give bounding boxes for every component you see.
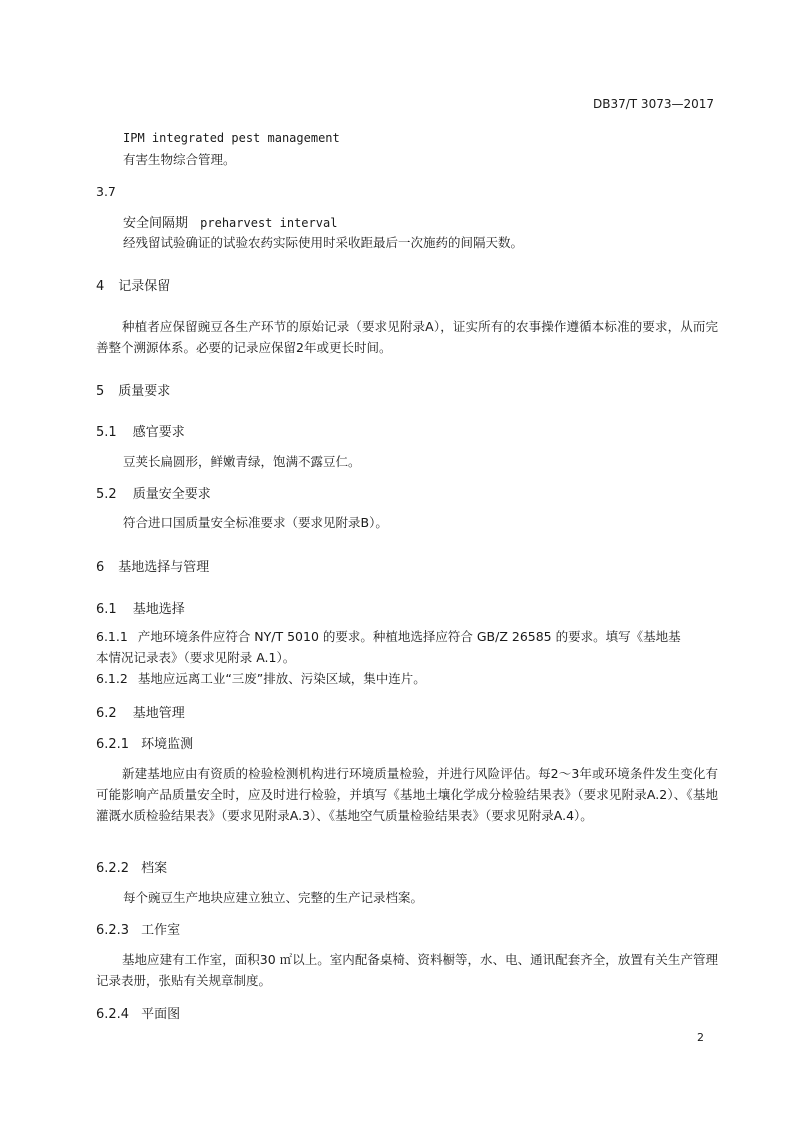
term-preharvest-definition: 经残留试验确证的试验农药实际使用时采收距最后一次施药的间隔天数。 xyxy=(123,235,524,250)
clause-6-1-1-line1: 6.1.1 产地环境条件应符合 NY/T 5010 的要求。种植地选择应符合 GB/Z 26585 的要求。填写《基地基 xyxy=(96,629,681,644)
section-heading-6-2-1: 6.2.1 环境监测 xyxy=(96,737,194,752)
section-4-body: 种植者应保留豌豆各生产环节的原始记录（要求见附录A），证实所有的农事操作遵循本标准的要求，从而完善整个溯源体系。必要的记录应保留2年或更长时间。 xyxy=(96,319,718,355)
page-number: 2 xyxy=(697,1031,704,1044)
section-number-3-7: 3.7 xyxy=(96,184,116,199)
term-ipm: IPM integrated pest management xyxy=(123,131,340,145)
term-ipm-definition: 有害生物综合管理。 xyxy=(123,152,236,167)
term-preharvest xyxy=(123,212,337,231)
section-heading-6-2-2: 6.2.2 档案 xyxy=(96,861,168,876)
clause-6-1-1-line2: 本情况记录表》（要求见附录 A.1）。 xyxy=(96,650,296,665)
section-heading-6-2: 6.2 基地管理 xyxy=(96,706,185,721)
section-heading-6: 6 基地选择与管理 xyxy=(96,560,210,575)
section-heading-5-1: 5.1 感官要求 xyxy=(96,425,185,440)
section-heading-6-2-3: 6.2.3 工作室 xyxy=(96,923,181,938)
section-6-2-3-body: 基地应建有工作室，面积30 ㎡以上。室内配备桌椅、资料橱等，水、电、通讯配套齐全，放置有关生产管理记录表册，张贴有关规章制度。 xyxy=(96,952,718,988)
document-code: DB37/T 3073—2017 xyxy=(593,97,715,111)
term-en: preharvest interval xyxy=(200,216,338,230)
section-5-1-body: 豆荚长扁圆形，鲜嫩青绿，饱满不露豆仁。 xyxy=(123,454,361,469)
section-heading-5-2: 5.2 质量安全要求 xyxy=(96,487,211,502)
section-heading-5: 5 质量要求 xyxy=(96,384,171,399)
section-6-2-1-body: 新建基地应由有资质的检验检测机构进行环境质量检验，并进行风险评估。每2～3年或环境条件发生变化有可能影响产品质量安全时，应及时进行检验，并填写《基地土壤化学成分检验结果表》（要求见附录A.2）、《基地灌溉水质检验结果表》（要求见附录A.3）、《基地空气质量检验结果表》（要求见附录A.4）。 xyxy=(96,766,718,823)
section-5-2-body: 符合进口国质量安全标准要求（要求见附录B）。 xyxy=(123,515,388,530)
section-heading-6-1: 6.1 基地选择 xyxy=(96,602,185,617)
section-heading-4: 4 记录保留 xyxy=(96,279,171,294)
section-6-2-2-body: 每个豌豆生产地块应建立独立、完整的生产记录档案。 xyxy=(123,890,424,905)
section-heading-6-2-4: 6.2.4 平面图 xyxy=(96,1007,181,1022)
clause-6-1-2: 6.1.2 基地应远离工业“三废”排放、污染区域，集中连片。 xyxy=(96,671,426,686)
term-cn: 安全间隔期 xyxy=(123,216,189,231)
